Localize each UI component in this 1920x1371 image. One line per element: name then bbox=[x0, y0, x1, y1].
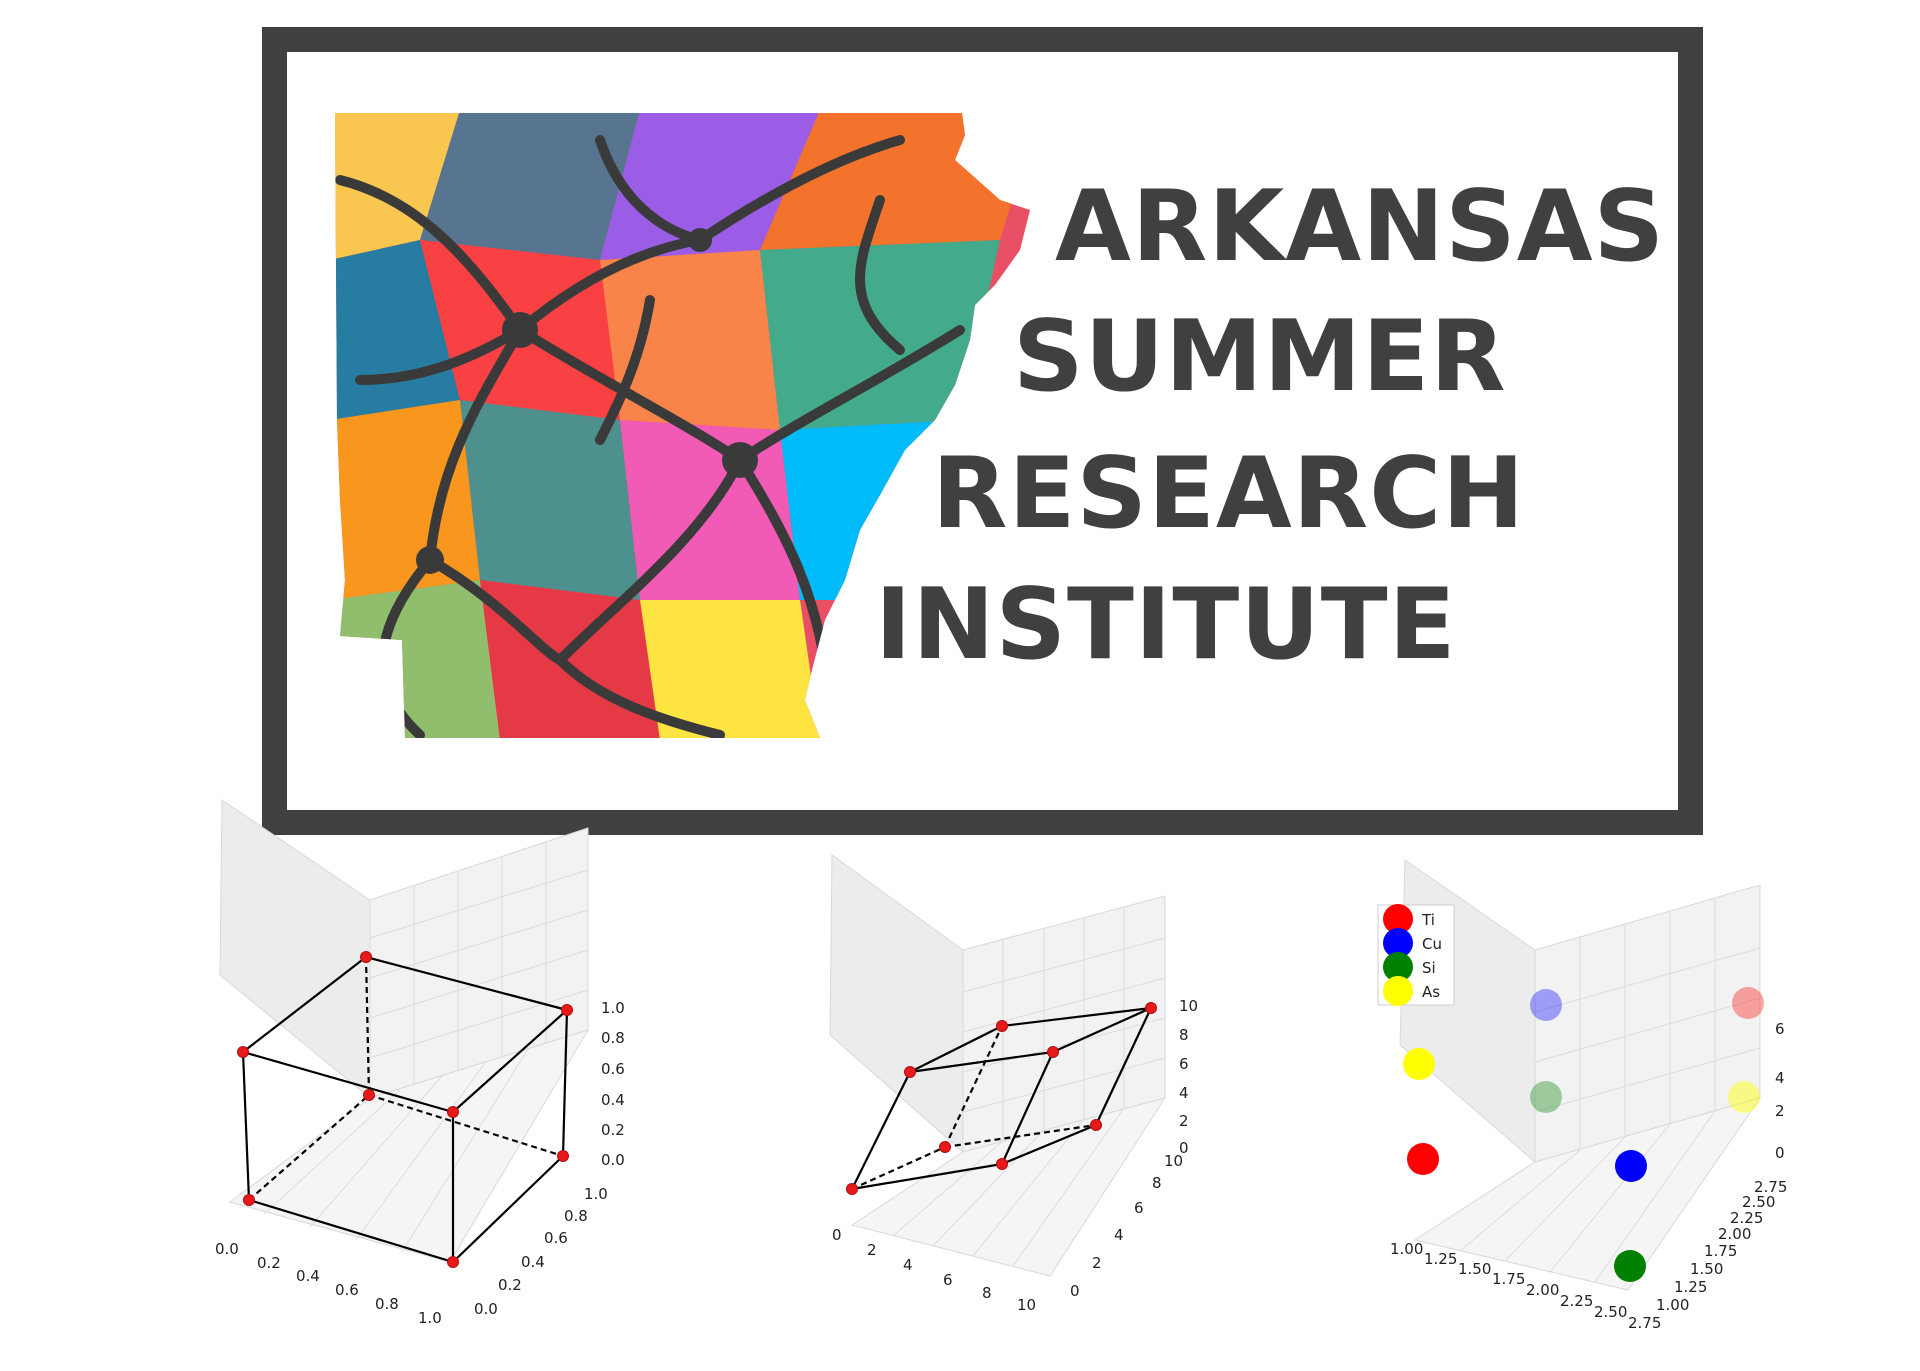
tick-label: 2 bbox=[867, 1241, 877, 1259]
tick-label: 6 bbox=[943, 1271, 953, 1289]
tick-label: 1.25 bbox=[1674, 1278, 1708, 1296]
tick-label: 6 bbox=[1775, 1020, 1785, 1038]
tick-label: 1.0 bbox=[601, 999, 625, 1017]
tick-label: 0 bbox=[1070, 1282, 1080, 1300]
tick-label: 8 bbox=[1152, 1174, 1162, 1192]
tick-label: 1.0 bbox=[418, 1309, 442, 1327]
title-line-1: ARKANSAS bbox=[1055, 170, 1666, 284]
tick-label: 2.25 bbox=[1560, 1292, 1594, 1310]
tick-label: 6 bbox=[1179, 1055, 1189, 1073]
tick-label: 0.6 bbox=[335, 1281, 359, 1299]
tick-label: 0.2 bbox=[498, 1276, 522, 1294]
tick-label: 2 bbox=[1092, 1254, 1102, 1272]
tick-label: 1.0 bbox=[584, 1185, 608, 1203]
tick-label: 2.75 bbox=[1628, 1314, 1662, 1332]
tick-label: 0 bbox=[832, 1226, 842, 1244]
legend-swatch bbox=[1383, 976, 1413, 1006]
tick-label: 0.8 bbox=[601, 1029, 625, 1047]
tick-label: 10 bbox=[1017, 1296, 1037, 1314]
atom-cu bbox=[1615, 1150, 1647, 1182]
tick-label: 0.8 bbox=[375, 1295, 399, 1313]
tick-label: 0.0 bbox=[474, 1300, 498, 1318]
tick-label: 1.00 bbox=[1390, 1240, 1424, 1258]
tick-label: 0.0 bbox=[215, 1240, 239, 1258]
tick-label: 1.50 bbox=[1458, 1260, 1492, 1278]
tick-label: 2.00 bbox=[1526, 1281, 1560, 1299]
legend-label: Si bbox=[1422, 959, 1436, 977]
atoms-z-ticks bbox=[1775, 1020, 1785, 1162]
tick-label: 1.50 bbox=[1690, 1260, 1724, 1278]
tick-label: 1.75 bbox=[1492, 1270, 1526, 1288]
atom-ti bbox=[1407, 1143, 1439, 1175]
tick-label: 10 bbox=[1179, 997, 1199, 1015]
tick-label: 4 bbox=[1179, 1084, 1189, 1102]
tick-label: 4 bbox=[1114, 1226, 1124, 1244]
tick-label: 0 bbox=[1179, 1139, 1189, 1157]
tick-label: 4 bbox=[903, 1256, 913, 1274]
atom-as-faded bbox=[1728, 1081, 1760, 1113]
tick-label: 0.4 bbox=[521, 1253, 545, 1271]
tick-label: 1.75 bbox=[1704, 1242, 1738, 1260]
tick-label: 2.25 bbox=[1730, 1209, 1764, 1227]
tick-label: 8 bbox=[1179, 1026, 1189, 1044]
tick-label: 0.6 bbox=[601, 1060, 625, 1078]
tick-label: 8 bbox=[982, 1284, 992, 1302]
tick-label: 0 bbox=[1775, 1144, 1785, 1162]
tick-label: 0.6 bbox=[544, 1229, 568, 1247]
tick-label: 2.50 bbox=[1742, 1193, 1776, 1211]
tick-label: 1.00 bbox=[1656, 1296, 1690, 1314]
atom-cu-faded bbox=[1530, 989, 1562, 1021]
tick-label: 2.50 bbox=[1594, 1303, 1628, 1321]
tick-label: 0.4 bbox=[296, 1267, 320, 1285]
tick-label: 2 bbox=[1775, 1102, 1785, 1120]
legend-label: Ti bbox=[1422, 911, 1435, 929]
tick-label: 6 bbox=[1134, 1199, 1144, 1217]
atom-si bbox=[1614, 1250, 1646, 1282]
atoms-legend bbox=[1378, 904, 1454, 1006]
legend-label: Cu bbox=[1422, 935, 1442, 953]
tick-label: 2.75 bbox=[1754, 1178, 1788, 1196]
atom-as bbox=[1403, 1048, 1435, 1080]
tick-label: 2.00 bbox=[1718, 1225, 1752, 1243]
tick-label: 0.4 bbox=[601, 1091, 625, 1109]
tick-label: 10 bbox=[1164, 1152, 1184, 1170]
tick-label: 0.0 bbox=[601, 1151, 625, 1169]
title-line-3: RESEARCH bbox=[932, 437, 1526, 551]
tick-label: 4 bbox=[1775, 1069, 1785, 1087]
tick-label: 0.2 bbox=[601, 1121, 625, 1139]
title-line-2: SUMMER bbox=[1013, 300, 1507, 414]
title-line-4: INSTITUTE bbox=[875, 568, 1457, 682]
legend-label: As bbox=[1422, 983, 1441, 1001]
atom-ti-faded bbox=[1732, 987, 1764, 1019]
tick-label: 0.2 bbox=[257, 1254, 281, 1272]
atom-si-faded bbox=[1530, 1081, 1562, 1113]
tick-label: 0.8 bbox=[564, 1207, 588, 1225]
tick-label: 2 bbox=[1179, 1112, 1189, 1130]
tick-label: 1.25 bbox=[1424, 1250, 1458, 1268]
